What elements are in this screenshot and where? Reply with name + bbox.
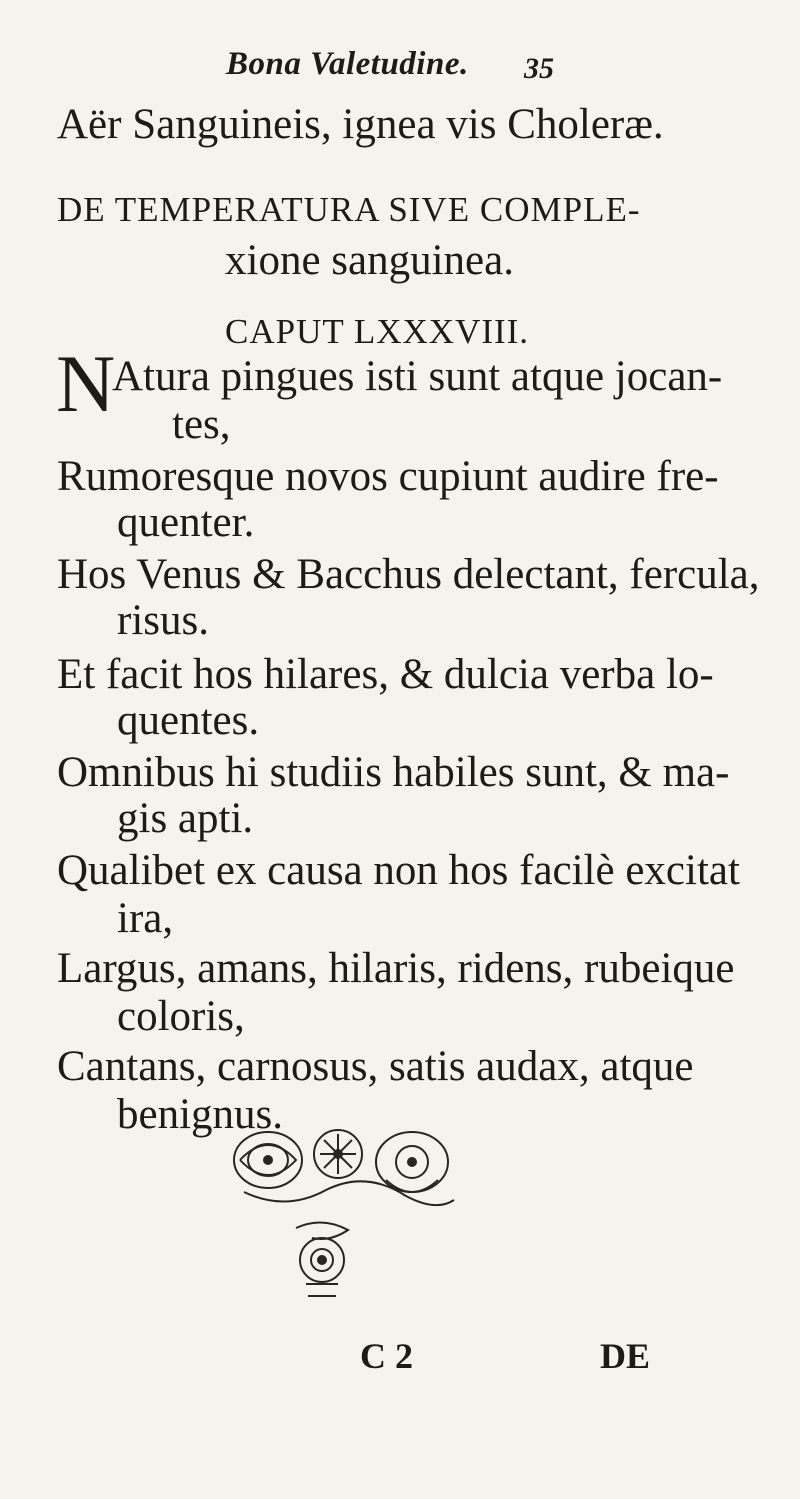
page-footer <box>0 1335 800 1385</box>
verse-1-line-1: Atura pingues isti sunt atque jocan- <box>112 353 723 400</box>
signature-mark: C 2 <box>360 1336 413 1376</box>
section-title-line-1: DE TEMPERATURA SIVE COMPLE- <box>57 190 641 229</box>
ornament-vignette <box>226 1120 466 1310</box>
page-number: 35 <box>524 52 554 85</box>
verse-3-line-1: Hos Venus & Bacchus delectant, fercula, <box>57 551 760 598</box>
verse-5-line-2: gis apti. <box>117 795 254 842</box>
verse-4-line-2: quentes. <box>117 697 260 744</box>
verse-8-line-2: benignus. <box>117 1091 284 1138</box>
verse-6-line-2: ira, <box>117 895 174 942</box>
chapter-heading: CAPUT LXXXVIII. <box>225 312 530 351</box>
section-title-line-2: xione sanguinea. <box>225 237 514 284</box>
verse-5-line-1: Omnibus hi studiis habiles sunt, & ma- <box>57 749 730 796</box>
verse-2-line-1: Rumoresque novos cupiunt audire fre- <box>57 453 719 500</box>
drop-cap: N <box>56 338 116 429</box>
verse-7-line-1: Largus, amans, hilaris, ridens, rubeique <box>57 945 735 992</box>
verse-8-line-1: Cantans, carnosus, satis audax, atque <box>57 1043 694 1090</box>
opening-line: Aër Sanguineis, ignea vis Choleræ. <box>57 101 664 148</box>
verse-4-line-1: Et facit hos hilares, & dulcia verba lo- <box>57 651 714 698</box>
running-head <box>0 44 800 94</box>
running-title: Bona Valetudine. <box>226 46 469 82</box>
catchword: DE <box>600 1336 651 1376</box>
verse-1-line-2: tes, <box>172 401 231 448</box>
verse-6-line-1: Qualibet ex causa non hos facilè excitat <box>57 847 740 894</box>
verse-2-line-2: quenter. <box>117 499 255 546</box>
verse-7-line-2: coloris, <box>117 993 245 1040</box>
verse-3-line-2: risus. <box>117 597 209 644</box>
